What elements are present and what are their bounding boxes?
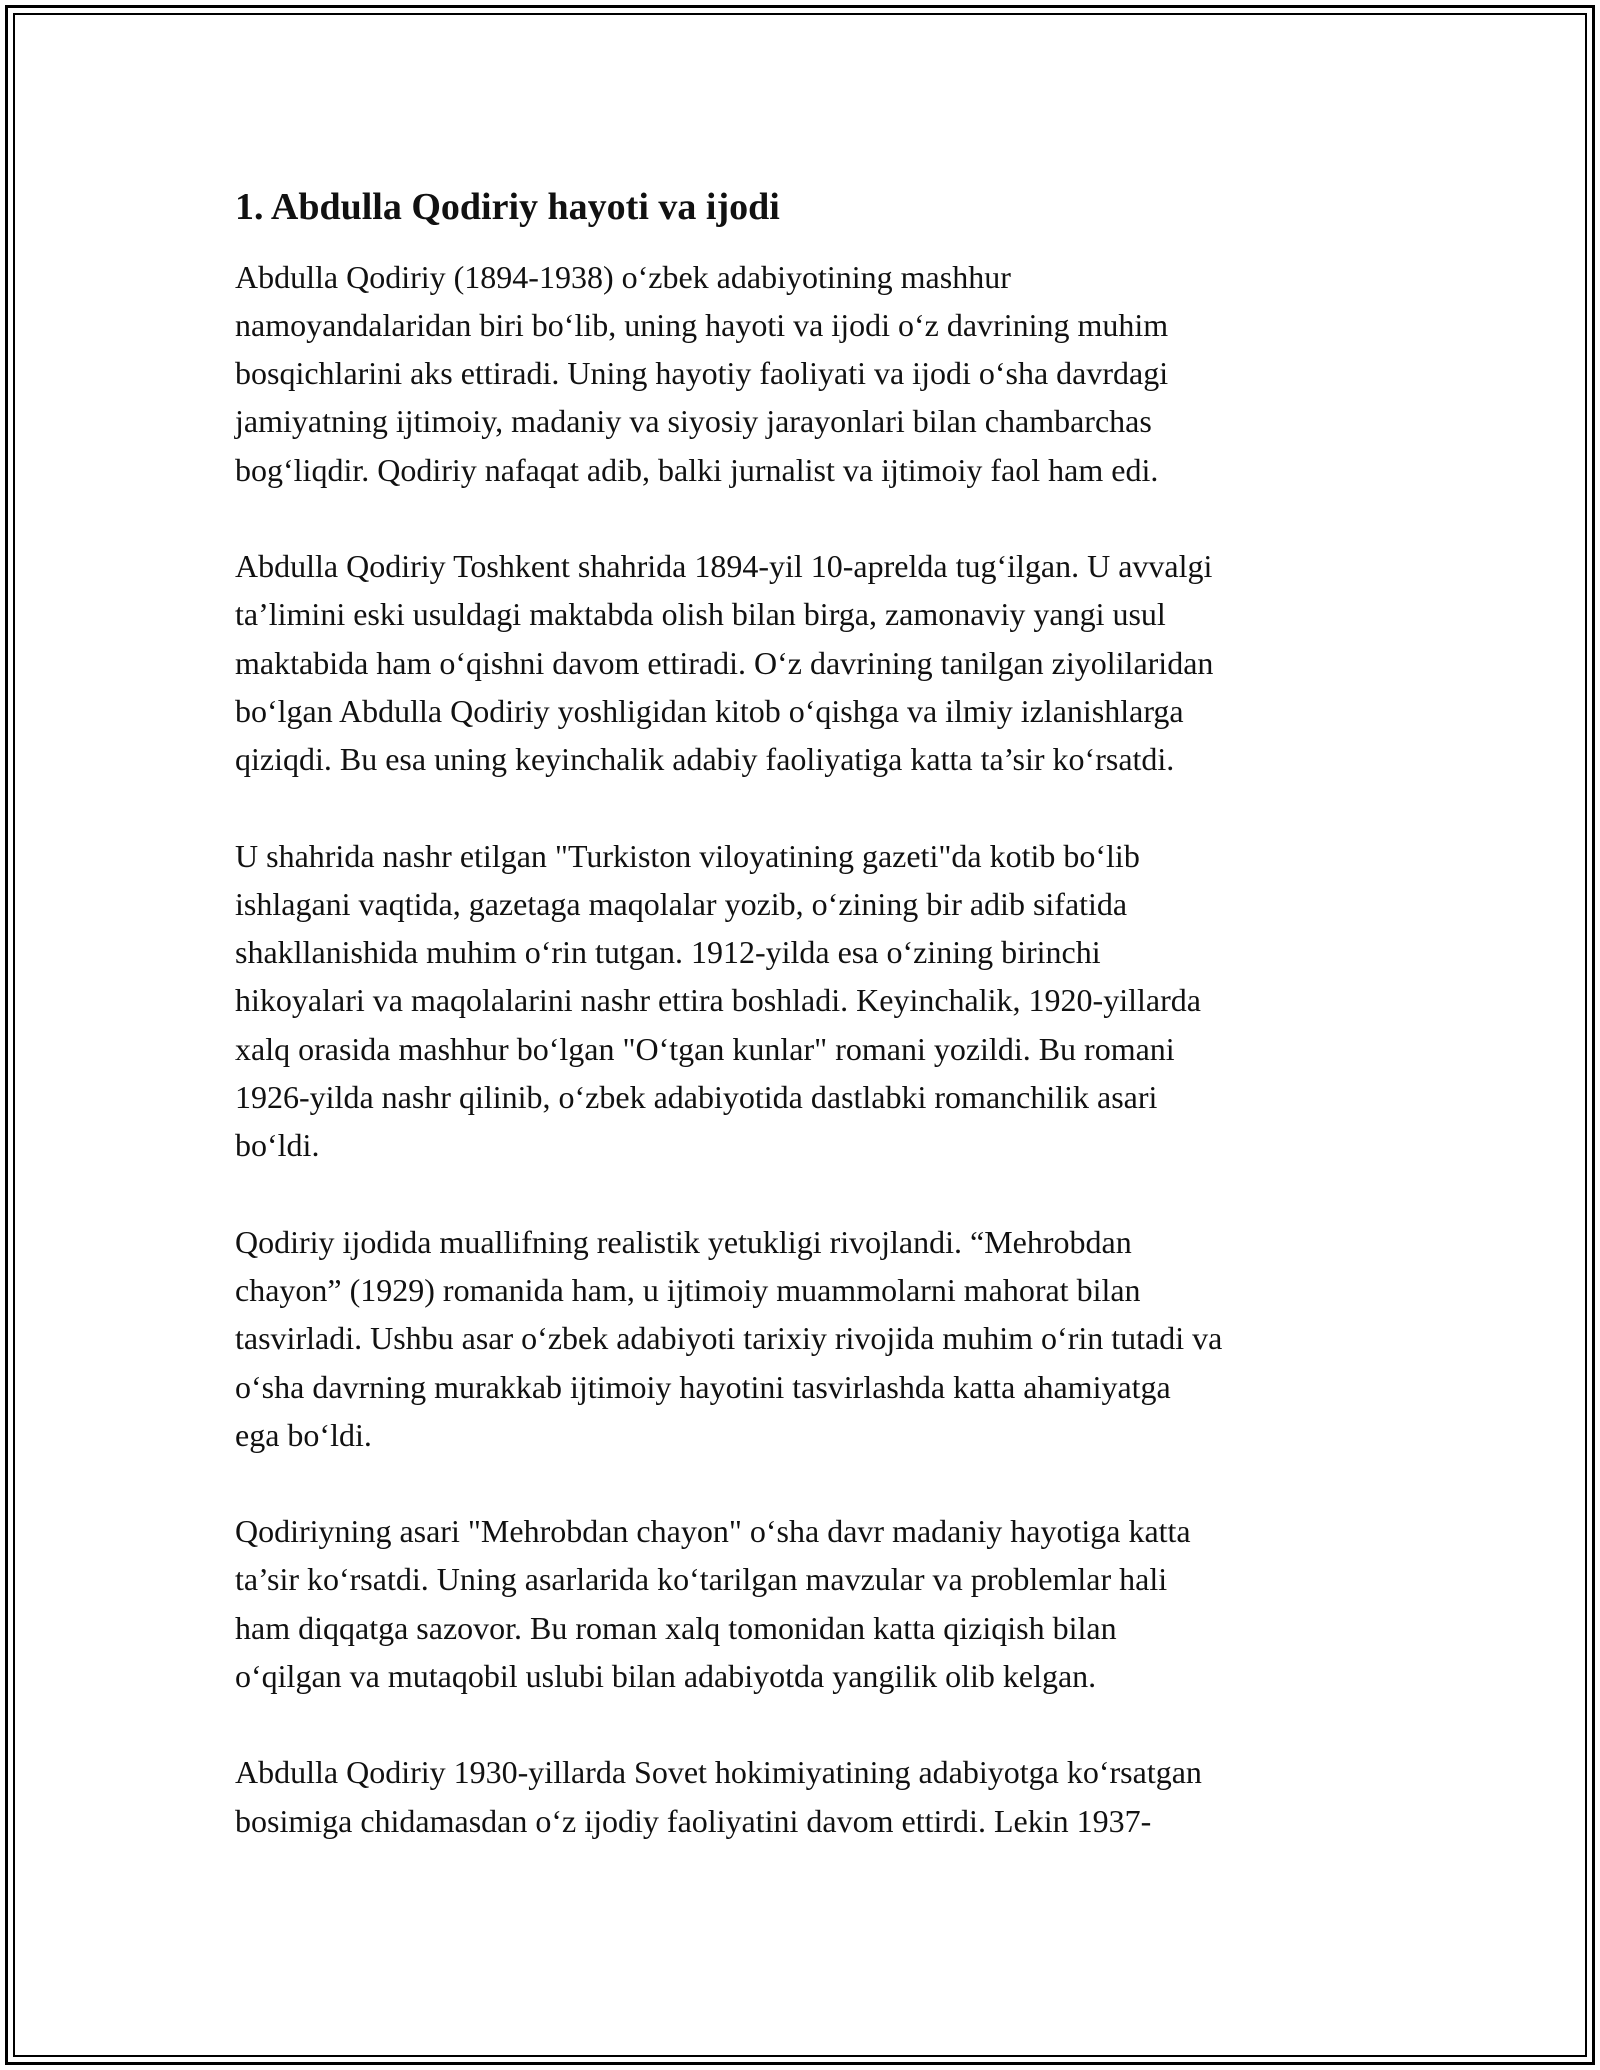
paragraph-line: hikoyalari va maqolalarini nashr ettira boshladi. Keyinchalik, 1920-yillarda <box>235 982 1201 1019</box>
paragraph-line: xalq orasida mashhur bo‘lgan "O‘tgan kunlar" romani yozildi. Bu romani <box>235 1030 1175 1067</box>
paragraph-line: jamiyatning ijtimoiy, madaniy va siyosiy jarayonlari bilan chambarchas <box>235 403 1152 440</box>
paragraph-line: bosqichlarini aks ettiradi. Uning hayotiy faoliyati va ijodi o‘sha davrdagi <box>235 355 1169 392</box>
paragraph-line: bo‘ldi. <box>235 1127 320 1164</box>
paragraph-line: 1926-yilda nashr qilinib, o‘zbek adabiyotida dastlabki romanchilik asari <box>235 1079 1158 1116</box>
paragraph-line: Abdulla Qodiriy (1894-1938) o‘zbek adabiyotining mashhur <box>235 258 1011 295</box>
section-heading: 1. Abdulla Qodiriy hayoti va ijodi <box>235 186 780 228</box>
paragraph-line: Qodiriy ijodida muallifning realistik yetukligi rivojlandi. “Mehrobdan <box>235 1223 1132 1260</box>
paragraph-line: maktabida ham o‘qishni davom ettiradi. O‘z davrining tanilgan ziyolilaridan <box>235 644 1214 681</box>
paragraph-line: ta’sir ko‘rsatdi. Uning asarlarida ko‘tarilgan mavzular va problemlar hali <box>235 1561 1168 1598</box>
paragraph-4 <box>235 1218 1375 1459</box>
paragraph-line: U shahrida nashr etilgan "Turkiston viloyatining gazeti"da kotib bo‘lib <box>235 837 1140 874</box>
paragraph-line: o‘qilgan va mutaqobil uslubi bilan adabiyotda yangilik olib kelgan. <box>235 1658 1097 1695</box>
paragraph-line: ishlagani vaqtida, gazetaga maqolalar yozib, o‘zining bir adib sifatida <box>235 885 1128 922</box>
paragraph-line: Abdulla Qodiriy 1930-yillarda Sovet hokimiyatining adabiyotga ko‘rsatgan <box>235 1754 1202 1791</box>
paragraph-2 <box>235 542 1375 783</box>
document-body <box>235 185 1375 1893</box>
paragraph-line: shakllanishida muhim o‘rin tutgan. 1912-yilda esa o‘zining birinchi <box>235 934 1101 971</box>
paragraph-line: ega bo‘ldi. <box>235 1416 372 1453</box>
paragraph-line: bo‘lgan Abdulla Qodiriy yoshligidan kitob o‘qishga va ilmiy izlanishlarga <box>235 692 1184 729</box>
paragraph-line: tasvirladi. Ushbu asar o‘zbek adabiyoti tarixiy rivojida muhim o‘rin tutadi va <box>235 1320 1223 1357</box>
paragraph-line: ta’limini eski usuldagi maktabda olish bilan birga, zamonaviy yangi usul <box>235 596 1166 633</box>
paragraph-line: bosimiga chidamasdan o‘z ijodiy faoliyatini davom ettirdi. Lekin 1937- <box>235 1802 1152 1839</box>
paragraph-line: Abdulla Qodiriy Toshkent shahrida 1894-yil 10-aprelda tug‘ilgan. U avvalgi <box>235 548 1213 585</box>
paragraph-3 <box>235 832 1375 1170</box>
paragraph-line: bog‘liqdir. Qodiriy nafaqat adib, balki jurnalist va ijtimoiy faol ham edi. <box>235 451 1159 488</box>
paragraph-1 <box>235 253 1375 494</box>
paragraph-line: qiziqdi. Bu esa uning keyinchalik adabiy faoliyatiga katta ta’sir ko‘rsatdi. <box>235 741 1175 778</box>
paragraph-6 <box>235 1748 1375 1845</box>
paragraph-line: chayon” (1929) romanida ham, u ijtimoiy muammolarni mahorat bilan <box>235 1271 1141 1308</box>
paragraph-line: Qodiriyning asari "Mehrobdan chayon" o‘sha davr madaniy hayotiga katta <box>235 1513 1191 1550</box>
paragraph-5 <box>235 1507 1375 1700</box>
paragraph-line: o‘sha davrning murakkab ijtimoiy hayotini tasvirlashda katta ahamiyatga <box>235 1368 1171 1405</box>
paragraph-line: ham diqqatga sazovor. Bu roman xalq tomonidan katta qiziqish bilan <box>235 1609 1117 1646</box>
paragraph-line: namoyandalaridan biri bo‘lib, uning hayoti va ijodi o‘z davrining muhim <box>235 306 1169 343</box>
